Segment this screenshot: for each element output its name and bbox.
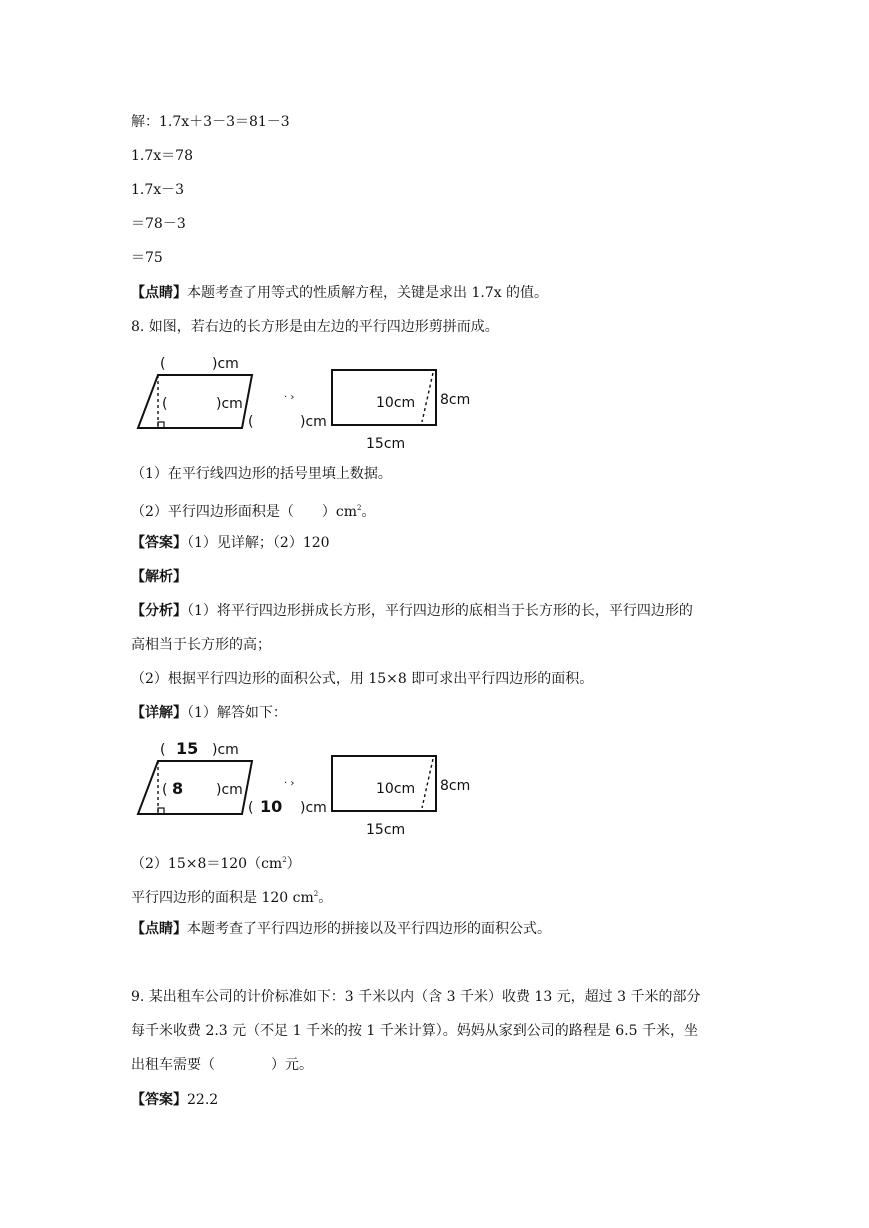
solution-line-1: 解：1.7x＋3－3＝81－3 bbox=[131, 114, 290, 130]
q8-part2-end: 。 bbox=[361, 504, 376, 520]
top-label-close: )cm bbox=[212, 742, 239, 758]
rectangle-length-label: 15cm bbox=[366, 436, 406, 452]
area-sup: 2 bbox=[313, 890, 319, 898]
rectangle-inner-label: 10cm bbox=[376, 781, 416, 797]
comment-tag: 【点睛】 bbox=[131, 921, 187, 937]
detail-text: （1）解答如下： bbox=[187, 705, 287, 721]
area-end: 。 bbox=[318, 890, 333, 906]
question-9-line-1: 9. 某出租车公司的计价标准如下：3 千米以内（含 3 千米）收费 13 元，超过 3 千米的部分 bbox=[131, 989, 701, 1005]
top-label-open: ( bbox=[160, 356, 166, 372]
answer-text: 22.2 bbox=[187, 1092, 219, 1108]
side-label-open: ( bbox=[248, 414, 254, 430]
question-9-line-3: 出租车需要（ ）元。 bbox=[131, 1057, 313, 1073]
side-label-close: )cm bbox=[300, 414, 327, 430]
analysis-line-3: （2）根据平行四边形的面积公式，用 15×8 即可求出平行四边形的面积。 bbox=[131, 671, 594, 687]
side-label-open: ( bbox=[248, 800, 254, 816]
calc-end: ） bbox=[286, 856, 301, 872]
rectangle-height-label: 8cm bbox=[440, 778, 471, 794]
analysis-line-2: 高相当于长方形的高； bbox=[131, 637, 271, 653]
answer-9 bbox=[131, 1090, 218, 1110]
comment-line-2 bbox=[131, 919, 551, 939]
area-result-line bbox=[131, 884, 332, 908]
analysis-heading: 【解析】 bbox=[131, 569, 187, 585]
rectangle-height-label: 8cm bbox=[440, 392, 471, 408]
answer-tag: 【答案】 bbox=[131, 535, 187, 551]
question-9-line-2: 每千米收费 2.3 元（不足 1 千米的按 1 千米计算）。妈妈从家到公司的路程是 6.5 千米，坐 bbox=[131, 1023, 698, 1039]
question-8-part-1: （1）在平行线四边形的括号里填上数据。 bbox=[131, 466, 392, 482]
analysis-line-1 bbox=[131, 601, 693, 621]
calc-sup: 2 bbox=[282, 856, 287, 864]
solution-line-4: ＝78－3 bbox=[131, 216, 186, 232]
height-label-value: 8 bbox=[172, 779, 184, 798]
rectangle-dashed-line bbox=[422, 373, 433, 422]
figure-parallelogram-question bbox=[130, 352, 480, 454]
detail-tag: 【详解】 bbox=[131, 705, 187, 721]
solution-line-2: 1.7x＝78 bbox=[131, 148, 193, 164]
arrow-icon: · › bbox=[284, 778, 295, 789]
comment-text: 本题考查了用等式的性质解方程，关键是求出 1.7x 的值。 bbox=[187, 285, 549, 301]
solution-line-3: 1.7x－3 bbox=[131, 182, 185, 198]
answer-8 bbox=[131, 533, 330, 553]
q8-part2-sup: 2 bbox=[357, 504, 362, 512]
top-label-value: 15 bbox=[176, 739, 199, 758]
solution-line-5: ＝75 bbox=[131, 250, 163, 266]
height-label-open: ( bbox=[162, 782, 168, 798]
top-label-open: ( bbox=[160, 742, 166, 758]
question-8-part-2 bbox=[131, 498, 376, 522]
height-label-open: ( bbox=[162, 396, 168, 412]
top-label-close: )cm bbox=[212, 356, 239, 372]
area-text: 平行四边形的面积是 120 cm bbox=[131, 890, 314, 906]
calc-text: （2）15×8＝120（cm bbox=[131, 856, 283, 872]
side-label-close: )cm bbox=[300, 800, 327, 816]
analysis-tag: 【分析】 bbox=[131, 603, 187, 619]
side-label-value: 10 bbox=[260, 797, 283, 816]
arrow-icon: · › bbox=[284, 392, 295, 403]
analysis-text: （1）将平行四边形拼成长方形，平行四边形的底相当于长方形的长，平行四边形的 bbox=[187, 603, 693, 619]
figure-parallelogram-answer bbox=[130, 738, 480, 840]
height-label-close: )cm bbox=[216, 396, 243, 412]
question-8: 8. 如图，若右边的长方形是由左边的平行四边形剪拼而成。 bbox=[131, 319, 499, 335]
q8-part2-text: （2）平行四边形面积是（ ）cm bbox=[131, 504, 358, 520]
rectangle-dashed-line bbox=[422, 759, 433, 808]
answer-text: （1）见详解；（2）120 bbox=[187, 535, 330, 551]
comment-tag: 【点睛】 bbox=[131, 285, 187, 301]
comment-text: 本题考查了平行四边形的拼接以及平行四边形的面积公式。 bbox=[187, 921, 551, 937]
rectangle-inner-label: 10cm bbox=[376, 395, 416, 411]
calculation-line bbox=[131, 850, 301, 874]
rectangle-length-label: 15cm bbox=[366, 822, 406, 838]
answer-tag: 【答案】 bbox=[131, 1092, 187, 1108]
detail-line-1 bbox=[131, 703, 287, 723]
comment-line-1 bbox=[131, 283, 548, 303]
height-label-close: )cm bbox=[216, 782, 243, 798]
